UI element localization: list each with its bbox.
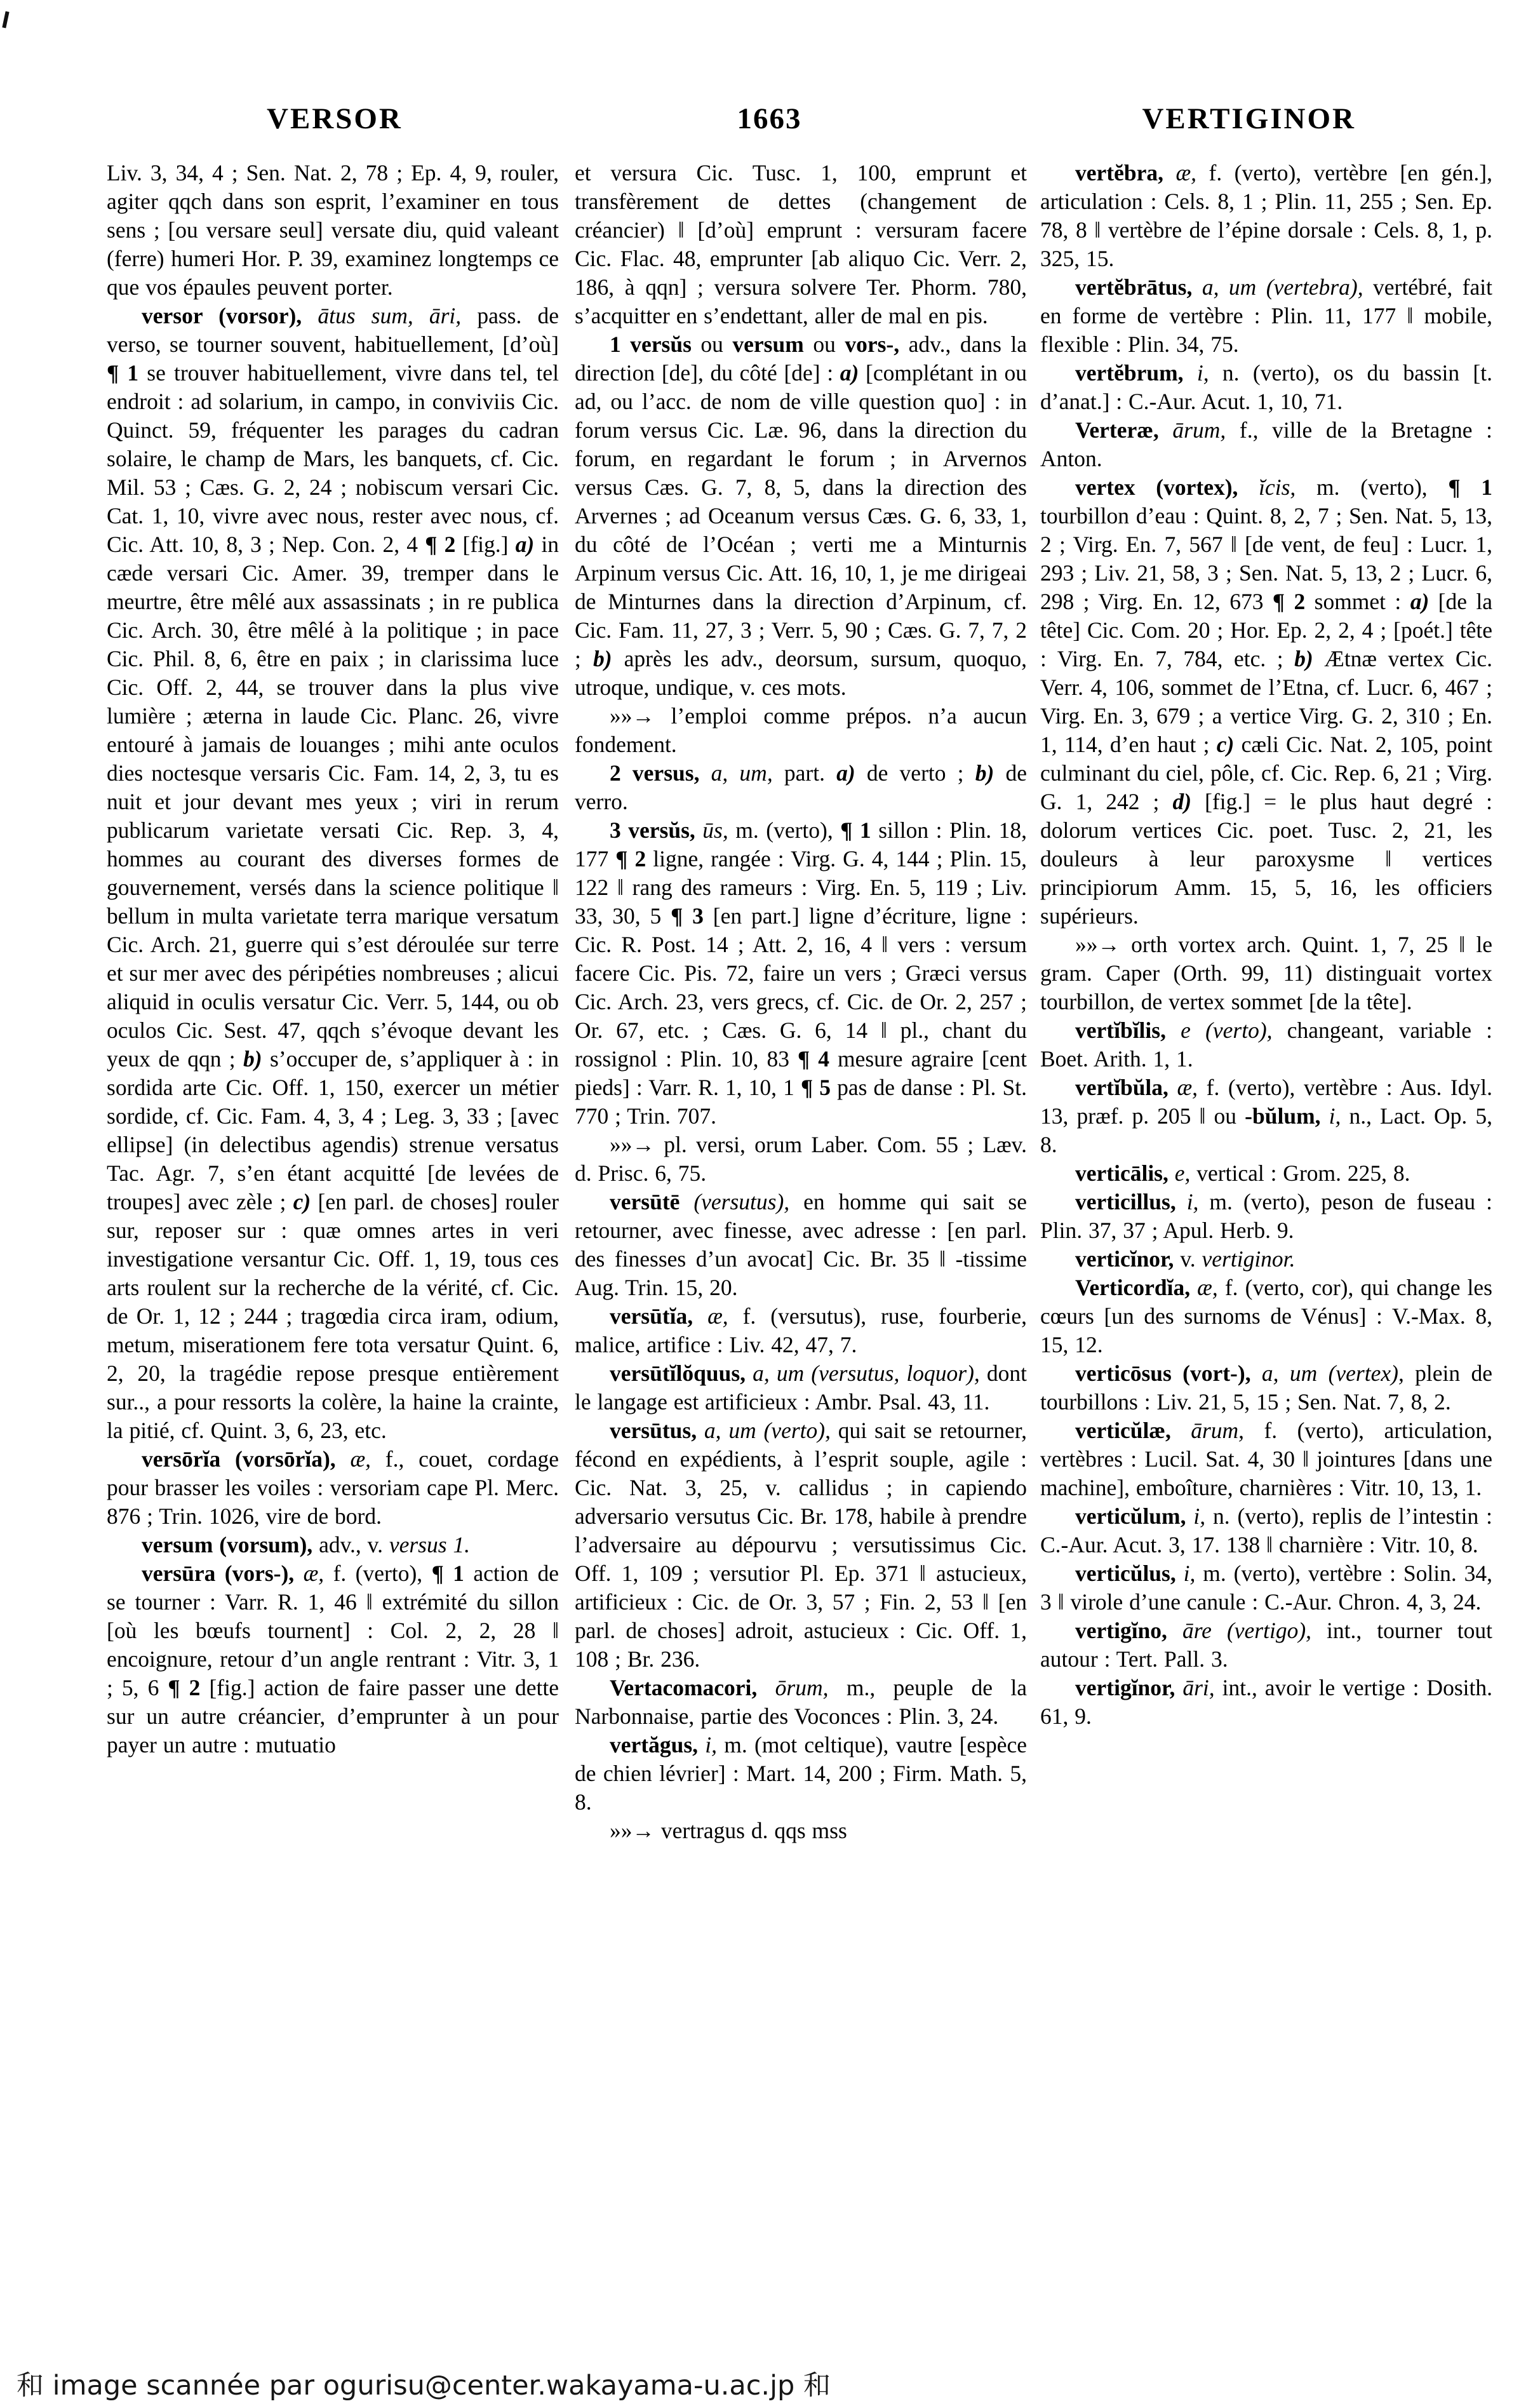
entry-versoria: versōrĭa (vorsōrĭa), æ, f., couet, cordage pour brasser les voiles : versoriam cape Pl. Merc. 876 ; Trin. 1026, vire de bord. xyxy=(107,1446,559,1529)
entry-vertagus: vertăgus, i, m. (mot celtique), vautre [espèce de chien lévrier] : Mart. 14, 200 ; Firm. Math. 5, 8. xyxy=(575,1732,1027,1815)
entry-vertigino: vertigĭno, āre (vertigo), int., tourner tout autour : Tert. Pall. 3. xyxy=(1040,1618,1492,1672)
entry-versutus: versūtus, a, um (verto), qui sait se retourner, fécond en expédients, à l’esprit souple, agile : Cic. Nat. 3, 25, v. callidus ; in capiendo adversario versutus Cic. Br. 178, habile à prendre l’adversaire au dépourvu ; versutissimus Cic. Off. 1, 109 ; versutior Pl. Ep. 371 ‖ astucieux, artificieux : Cic. de Or. 3, 57 ; Fin. 2, 53 ‖ [en parl. de choses] adroit, astucieux : Cic. Off. 1, 108 ; Br. 236. xyxy=(575,1418,1027,1672)
entry-versutia: versūtĭa, æ, f. (versutus), ruse, fourberie, malice, artifice : Liv. 42, 47, 7. xyxy=(575,1303,1027,1357)
entry-vertiginor: vertigĭnor, āri, int., avoir le vertige : Dosith. 61, 9. xyxy=(1040,1675,1492,1729)
note-vertex: »»→ orth vortex arch. Quint. 1, 7, 25 ‖ le gram. Caper (Orth. 99, 11) distinguait vortex tourbillon, de vertex sommet [de la tête]. xyxy=(1040,932,1492,1014)
continuation-verso: Liv. 3, 34, 4 ; Sen. Nat. 2, 78 ; Ep. 4, 9, rouler, agiter qqch dans son esprit, l’examiner en tous sens ; [ou versare seul] versate diu, quid valeant (ferre) humeri Hor. P. 39, examinez longtemps ce que vos épaules peuvent porter. xyxy=(107,160,559,300)
entry-vertebratus: vertĕbrātus, a, um (vertebra), vertébré, fait en forme de vertèbre : Plin. 11, 177 ‖ mobile, flexible : Plin. 34, 75. xyxy=(1040,274,1492,357)
entry-vertibilis: vertĭbĭlis, e (verto), changeant, variable : Boet. Arith. 1, 1. xyxy=(1040,1018,1492,1072)
note-versus-1: »»→ l’emploi comme prépos. n’a aucun fondement. xyxy=(575,703,1027,757)
entry-verticulus: verticŭlus, i, m. (verto), vertèbre : Solin. 34, 3 ‖ virole d’une canule : C.-Aur. Chron. 4, 3, 24. xyxy=(1040,1561,1492,1615)
entry-verticinor: verticĭnor, v. vertiginor. xyxy=(1075,1246,1296,1272)
column-right xyxy=(1040,159,1492,2385)
scan-ink-mark xyxy=(2,11,9,29)
entry-verterae: Verteræ, ārum, f., ville de la Bretagne : Anton. xyxy=(1040,417,1492,471)
entry-verticalis: verticālis, e, vertical : Grom. 225, 8. xyxy=(1075,1160,1410,1186)
entry-versum-adv: versum (vorsum), adv., v. versus 1. xyxy=(142,1532,471,1557)
entry-verticosus: verticōsus (vort-), a, um (vertex), plein de tourbillons : Liv. 21, 5, 15 ; Sen. Nat. 7, 8, 2. xyxy=(1040,1361,1492,1415)
running-head-right: VERTIGINOR xyxy=(1142,102,1356,135)
entry-versutiloquus: versūtĭlŏquus, a, um (versutus, loquor), dont le langage est artificieux : Ambr. Psal. 43, 11. xyxy=(575,1361,1027,1415)
note-versus-3: »»→ pl. versi, orum Laber. Com. 55 ; Læv. d. Prisc. 6, 75. xyxy=(575,1132,1027,1186)
entry-vertex: vertex (vortex), ĭcis, m. (verto), ¶ 1 tourbillon d’eau : Quint. 8, 2, 7 ; Sen. Nat. 5, 13, 2 ; Virg. En. 7, 567 ‖ [de vent, de feu] : Lucr. 1, 293 ; Liv. 21, 58, 3 ; Sen. Nat. 5, 13, 2 ; Lucr. 6, 298 ; Virg. En. 12, 673 ¶ 2 sommet : a) [de la tête] Cic. Com. 20 ; Hor. Ep. 2, 2, 4 ; [poét.] tête : Virg. En. 7, 784, etc. ; b) Ætnæ vertex Cic. Verr. 4, 106, sommet de l’Etna, cf. Lucr. 6, 467 ; Virg. En. 3, 679 ; a vertice Virg. G. 2, 310 ; En. 1, 114, d’en haut ; c) cæli Cic. Nat. 2, 105, point culminant du ciel, pôle, cf. Cic. Rep. 6, 21 ; Virg. G. 1, 242 ; d) [fig.] = le plus haut degré : dolorum vertices Cic. poet. Tusc. 2, 21, les douleurs à leur paroxysme ‖ vertices principiorum Amm. 15, 5, 16, les officiers supérieurs. xyxy=(1040,474,1492,929)
entry-verticulae: verticŭlæ, ārum, f. (verto), articulation, vertèbres : Lucil. Sat. 4, 30 ‖ jointures [dans une machine], emboîture, charnières : Vitr. 10, 13, 1. xyxy=(1040,1418,1492,1500)
continuation-versura: et versura Cic. Tusc. 1, 100, emprunt et transfèrement de dettes (changement de créancier) ‖ [d’où] emprunt : versuram facere Cic. Flac. 48, emprunter [ab aliquo Cic. Verr. 2, 186, à qqn] ; versura solvere Ter. Phorm. 780, s’acquitter en s’endettant, aller de mal en pis. xyxy=(575,160,1027,328)
entry-verticillus: verticillus, i, m. (verto), peson de fuseau : Plin. 37, 37 ; Apul. Herb. 9. xyxy=(1040,1189,1492,1243)
entry-versus-2: 2 versus, a, um, part. a) de verto ; b) de verro. xyxy=(575,760,1027,814)
entry-verticulum: verticŭlum, i, n. (verto), replis de l’intestin : C.-Aur. Acut. 3, 17. 138 ‖ charnière : Vitr. 10, 8. xyxy=(1040,1503,1492,1557)
entry-vertebra: vertĕbra, æ, f. (verto), vertèbre [en gén.], articulation : Cels. 8, 1 ; Plin. 11, 255 ; Sen. Ep. 78, 8 ‖ vertèbre de l’épine dorsale : Cels. 8, 1, p. 325, 15. xyxy=(1040,160,1492,271)
column-middle xyxy=(575,159,1027,2385)
entry-versor: versor (vorsor), ātus sum, āri, pass. de verso, se tourner souvent, habituellement, [d’où] ¶ 1 se trouver habituellement, vivre dans tel, tel endroit : ad solarium, in campo, in conviviis Cic. Quinct. 59, fréquenter les parages du cadran solaire, le champ de Mars, les banquets, cf. Cic. Mil. 53 ; Cæs. G. 2, 24 ; nobiscum versari Cic. Cat. 1, 10, vivre avec nous, rester avec nous, cf. Cic. Att. 10, 8, 3 ; Nep. Con. 2, 4 ¶ 2 [fig.] a) in cæde versari Cic. Amer. 39, tremper dans le meurtre, être mêlé aux assassinats ; in re publica Cic. Arch. 30, être mêlé à la politique ; in pace Cic. Phil. 8, 6, être en paix ; in clarissima luce Cic. Off. 2, 44, se trouver dans la plus vive lumière ; æterna in laude Cic. Planc. 26, vivre entouré à jamais de louanges ; mihi ante oculos dies noctesque versaris Cic. Fam. 14, 2, 3, tu es nuit et jour devant mes yeux ; viri in rerum publicarum varietate versati Cic. Rep. 3, 4, hommes au courant des diverses formes de gouvernement, versés dans la science politique ‖ bellum in multa varietate terra marique versatum Cic. Arch. 21, guerre qui s’est déroulée sur terre et sur mer avec des péripéties nombreuses ; alicui aliquid in oculis versatur Cic. Verr. 5, 144, ou ob oculos Cic. Sest. 47, qqch s’évoque devant les yeux de qqn ; b) s’occuper de, s’appliquer à : in sordida arte Cic. Off. 1, 150, exercer un métier sordide, cf. Cic. Fam. 4, 3, 4 ; Leg. 3, 33 ; [avec ellipse] (in delectibus agendis) strenue versatus Tac. Agr. 7, s’en étant acquitté [de levées de troupes] avec zèle ; c) [en parl. de choses] rouler sur, reposer sur : quæ omnes artes in veri investigatione versantur Cic. Off. 1, 19, tous ces arts roulent sur la recherche de la vérité, cf. Cic. de Or. 1, 12 ; 244 ; tragœdia circa iram, odium, metum, miserationem fere tota versatur Quint. 6, 2, 20, la tragédie repose presque entièrement sur.., a pour ressorts la colère, la haine la crainte, la pitié, cf. Quint. 3, 6, 23, etc. xyxy=(107,303,559,1443)
entry-versus-1: 1 versŭs ou versum ou vors-, adv., dans la direction [de], du côté [de] : a) [complétant in ou ad, ou l’acc. de nom de ville question quo] : in forum versus Cic. Læ. 96, dans la direction du forum, en regardant le forum ; in Arvernos versus Cæs. G. 7, 8, 5, dans la direction des Arvernes ; ad Oceanum versus Cæs. G. 6, 33, 1, du côté de l’Océan ; verti me a Minturnis Arpinum versus Cic. Att. 16, 10, 1, je me dirigeai de Minturnes dans la direction d’Arpinum, cf. Cic. Fam. 11, 27, 3 ; Verr. 5, 90 ; Cæs. G. 7, 7, 2 ; b) après les adv., deorsum, sursum, quoquo, utroque, undique, v. ces mots. xyxy=(575,332,1027,700)
entry-versura: versūra (vors-), æ, f. (verto), ¶ 1 action de se tourner : Varr. R. 1, 46 ‖ extrémité du sillon [où les bœufs tournent] : Col. 2, 2, 28 ‖ encoignure, retour d’un angle rentrant : Vitr. 3, 1 ; 5, 6 ¶ 2 [fig.] action de faire passer une dette sur un autre créancier, d’emprunter à un pour payer un autre : mutuatio xyxy=(107,1561,559,1757)
entry-vertibula: vertĭbŭla, æ, f. (verto), vertèbre : Aus. Idyl. 13, præf. p. 205 ‖ ou -bŭlum, i, n., Lact. Op. 5, 8. xyxy=(1040,1075,1492,1157)
entry-vertebrum: vertĕbrum, i, n. (verto), os du bassin [t. d’anat.] : C.-Aur. Acut. 1, 10, 71. xyxy=(1040,360,1492,414)
entry-versute: versūtē (versutus), en homme qui sait se retourner, avec finesse, avec adresse : [en parl. des finesses d’un avocat] Cic. Br. 35 ‖ -tissime Aug. Trin. 15, 20. xyxy=(575,1189,1027,1300)
scan-credit: 和 image scannée par ogurisu@center.wakayama-u.ac.jp 和 xyxy=(17,2370,831,2402)
entry-versus-3: 3 versŭs, ūs, m. (verto), ¶ 1 sillon : Plin. 18, 177 ¶ 2 ligne, rangée : Virg. G. 4, 144 ; Plin. 15, 122 ‖ rang des rameurs : Virg. En. 5, 119 ; Liv. 33, 30, 5 ¶ 3 [en part.] ligne d’écriture, ligne : Cic. R. Post. 14 ; Att. 2, 16, 4 ‖ vers : versum facere Cic. Pis. 72, faire un vers ; Græci versus Cic. Arch. 23, vers grecs, cf. Cic. de Or. 2, 257 ; Or. 67, etc. ; Cæs. G. 6, 14 ‖ pl., chant du rossignol : Plin. 10, 83 ¶ 4 mesure agraire [cent pieds] : Varr. R. 1, 10, 1 ¶ 5 pas de danse : Pl. St. 770 ; Trin. 707. xyxy=(575,817,1027,1129)
running-head-left: VERSOR xyxy=(267,102,403,135)
note-vertagus: »»→ vertragus d. qqs mss xyxy=(610,1818,847,1843)
column-left xyxy=(107,159,559,2385)
entry-vertacomacori: Vertacomacori, ōrum, m., peuple de la Narbonnaise, partie des Voconces : Plin. 3, 24. xyxy=(575,1675,1027,1729)
page-number: 1663 xyxy=(737,102,802,135)
entry-verticordia: Verticordĭa, æ, f. (verto, cor), qui change les cœurs [un des surnoms de Vénus] : V.-Max. 8, 15, 12. xyxy=(1040,1275,1492,1357)
